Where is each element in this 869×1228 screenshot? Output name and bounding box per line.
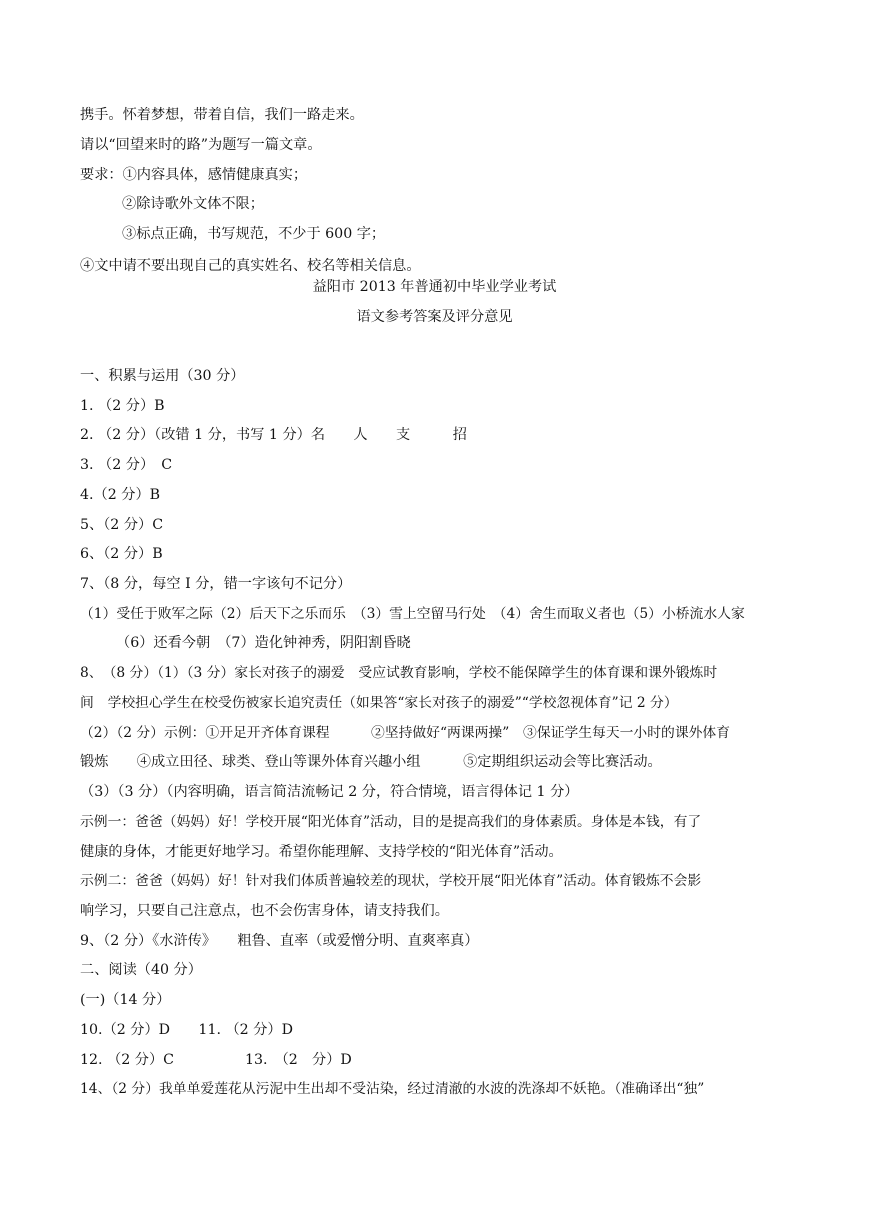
answer-line: （2）（2 分）示例：①开足开齐体育课程 ②坚持做好“两课两操” ③保证学生每天一小时的课外体育 — [80, 725, 731, 741]
answer-line: 2. （2 分）（改错 1 分，书写 1 分）名 人 支 招 — [80, 427, 467, 443]
text-line: ②除诗歌外文体不限； — [122, 196, 264, 212]
text-line: ③标点正确，书写规范，不少于 600 字； — [122, 226, 386, 242]
section-heading: 二、阅读（40 分） — [80, 962, 202, 978]
answer-line: 12. （2 分）C 13. （2 分）D — [80, 1052, 352, 1068]
answer-line: 间 学校担心学生在校受伤被家长追究责任（如果答“家长对孩子的溺爱”“学校忽视体育”记 2 分） — [80, 695, 678, 711]
answer-line: 5、（2 分）C — [80, 517, 164, 533]
answer-line: （3）（3 分）（内容明确，语言简洁流畅记 2 分，符合情境，语言得体记 1 分） — [80, 784, 579, 800]
text-line: 携手。怀着梦想，带着自信，我们一路走来。 — [80, 107, 364, 123]
answer-line: 14、（2 分）我单单爱莲花从污泥中生出却不受沾染，经过清澈的水波的洗涤却不妖艳。（准确译出“独” — [80, 1081, 705, 1097]
answer-line: 响学习，只要自己注意点，也不会伤害身体，请支持我们。 — [80, 903, 449, 919]
answer-line: 示例一：爸爸（妈妈）好！学校开展“阳光体育”活动，目的是提高我们的身体素质。身体是本钱，有了 — [80, 814, 702, 830]
answer-line: 健康的身体，才能更好地学习。希望你能理解、支持学校的“阳光体育”活动。 — [80, 844, 563, 860]
answer-line: 4.（2 分）B — [80, 487, 161, 503]
answer-line: 9、（2 分）《水浒传》 粗鲁、直率（或爱憎分明、直爽率真） — [80, 933, 479, 949]
text-line: ④文中请不要出现自己的真实姓名、校名等相关信息。 — [80, 258, 421, 274]
answer-line: 10.（2 分）D 11. （2 分）D — [80, 1022, 293, 1038]
answer-line: 3. （2 分） C — [80, 457, 173, 473]
document-title: 益阳市 2013 年普通初中毕业学业考试 — [312, 279, 557, 295]
answer-line: 示例二：爸爸（妈妈）好！针对我们体质普遍较差的现状，学校开展“阳光体育”活动。体育锻炼不会影 — [80, 873, 702, 889]
answer-line: 1. （2 分）B — [80, 398, 165, 414]
answer-line: （6）还看今朝 （7）造化钟神秀，阴阳割昏晓 — [116, 635, 411, 651]
answer-line: (一)（14 分） — [80, 992, 171, 1008]
answer-line: 8、 （8 分）（1）（3 分）家长对孩子的溺爱 受应试教育影响，学校不能保障学生的体育课和课外锻炼时 — [80, 665, 718, 681]
answer-line: 6、（2 分）B — [80, 546, 163, 562]
text-line: 请以“回望来时的路”为题写一篇文章。 — [80, 137, 322, 153]
answer-line: 锻炼 ④成立田径、球类、登山等课外体育兴趣小组 ⑤定期组织运动会等比赛活动。 — [80, 754, 662, 770]
answer-line: （1）受任于败军之际（2）后天下之乐而乐 （3）雪上空留马行处 （4）舍生而取义者也（5）小桥流水人家 — [80, 606, 745, 622]
answer-line: 7、（8 分，每空 I 分，错一字该句不记分） — [80, 576, 352, 592]
document-subtitle: 语文参考答案及评分意见 — [356, 309, 513, 325]
text-line: 要求：①内容具体，感情健康真实； — [80, 167, 308, 183]
section-heading: 一、积累与运用（30 分） — [80, 368, 245, 384]
